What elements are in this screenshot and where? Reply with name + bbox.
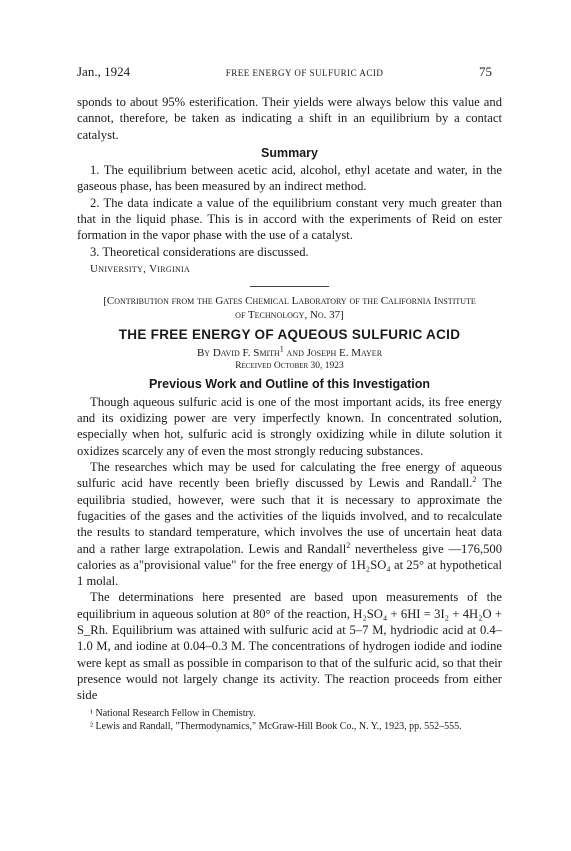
section-heading: Previous Work and Outline of this Investigation — [148, 376, 431, 391]
body-paragraph — [77, 459, 502, 589]
page-body — [77, 94, 502, 733]
summary-item: 2. The data indicate a value of the equilibrium constant very much greater than that in the liquid phase. This is in accord with the experiments of Reid on ester formation in the vapor phase with the use of a catalyst. — [77, 195, 502, 243]
summary-heading: Summary — [261, 145, 318, 160]
footnote-marker: 1 — [279, 343, 284, 353]
footnote-marker: 2 — [472, 475, 477, 485]
article-title: THE FREE ENERGY OF AQUEOUS SULFURIC ACID — [118, 327, 461, 343]
contribution-line-1: [Contribution from the Gates Chemical Laboratory of the California Institute — [103, 295, 476, 308]
header-date: Jan., 1924 — [77, 64, 131, 79]
summary-list — [77, 162, 502, 260]
paragraph-text: nevertheless give —176,500 calories as a"provisional value" for the free energy of 1H₂SO₄ at 25° at hypothetical 1 molal. — [77, 541, 502, 589]
footnote: ² Lewis and Randall, "Thermodynamics," McGraw-Hill Book Co., N. Y., 1923, pp. 552–555. — [90, 720, 462, 732]
header-running-title: FREE ENERGY OF SULFURIC ACID — [225, 68, 384, 78]
footnote-marker: 2 — [346, 540, 351, 550]
body-paragraph: The determinations here presented are based upon measurements of the equilibrium in aqueous solution at 80° of the reaction, H₂SO₄ + 6HI = 3I₂ + 4H₂O + S_Rh. Equilibrium was attained with sulfuric acid at 5–7 M, hydriodic acid at 0.4–1.0 M, and iodine at 0.04–0.3 M. The concentrations of hydrogen iodide and iodine were kept as small as possible in comparison to that of the sulfuric acid, so that their presence would not largely change its activity. The reaction proceeds from either side — [77, 590, 502, 703]
paragraph-text: The researches which may be used for calculating the free energy of aqueous sulfuric acid have recently been briefly discussed by Lewis and Randall. — [77, 460, 502, 491]
page-number: 75 — [479, 64, 492, 79]
byline-authors-first: By David F. Smith — [196, 346, 280, 359]
affiliation: University, Virginia — [90, 262, 191, 275]
separator-rule — [250, 286, 329, 287]
byline-authors-second: and Joseph E. Mayer — [283, 346, 383, 359]
byline — [77, 343, 502, 360]
received-date: Received October 30, 1923 — [235, 360, 344, 371]
previous-article-paragraph: sponds to about 95% esterification. Their yields were always below this value and cannot, therefore, be taken as indicating a shift in an equilibrium by a contact catalyst. — [77, 95, 502, 142]
summary-item: 1. The equilibrium between acetic acid, alcohol, ethyl acetate and water, in the gaseous phase, has been measured by an indirect method. — [77, 163, 502, 194]
page-header — [77, 64, 492, 80]
paragraph-text: The equilibria studied, however, were such that it is necessary to approximate the fugacities of the gases and the activities of the liquids involved, and to recalculate the results to standard temperature, which involves the use of uncertain heat data and a rather large extrapolation. Lewis and Randall — [77, 476, 502, 556]
footnote: ¹ National Research Fellow in Chemistry. — [90, 707, 256, 719]
body-paragraph: Though aqueous sulfuric acid is one of the most important acids, its free energy and its oxidizing power are very imperfectly known. In concentrated solution, especially when hot, sulfuric acid is strongly oxidizing while in dilute solution it oxidizes scarcely any of even the most strongly reducing substances. — [77, 394, 502, 458]
footnotes — [77, 707, 502, 733]
contribution-line-2: of Technology, No. 37] — [235, 309, 344, 322]
summary-item: 3. Theoretical considerations are discussed. — [90, 244, 309, 259]
contribution-note — [77, 294, 502, 322]
